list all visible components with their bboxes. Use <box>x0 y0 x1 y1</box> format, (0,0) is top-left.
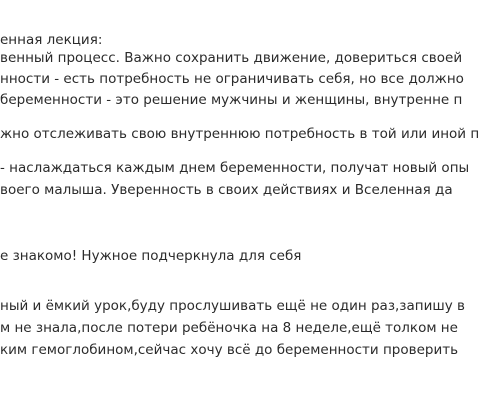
post-line: воего малыша. Уверенность в своих действиях и Вселенная да <box>0 182 453 198</box>
post-line: венный процесс. Важно сохранить движение, довериться своей <box>0 50 463 66</box>
post-line: жно отслеживать свою внутреннюю потребность в той или иной п <box>0 126 479 142</box>
post-line: - наслаждаться каждым днем беременности, получат новый опы <box>0 160 470 176</box>
comment-text: ким гемоглобином,сейчас хочу всё до беременности проверить <box>0 342 459 358</box>
post-line: нности - есть потребность не ограничивать себя, но все должно <box>0 71 464 87</box>
post-line: беременности - это решение мужчины и женщины, внутренне п <box>0 92 463 108</box>
post-line: енная лекция: <box>0 32 103 48</box>
comment-text: м не знала,после потери ребёночка на 8 неделе,ещё толком не <box>0 320 458 336</box>
comment-text: е знакомо! Нужное подчеркнула для себя <box>0 248 302 264</box>
comment-text: ный и ёмкий урок,буду прослушивать ещё не один раз,запишу в <box>0 298 465 314</box>
